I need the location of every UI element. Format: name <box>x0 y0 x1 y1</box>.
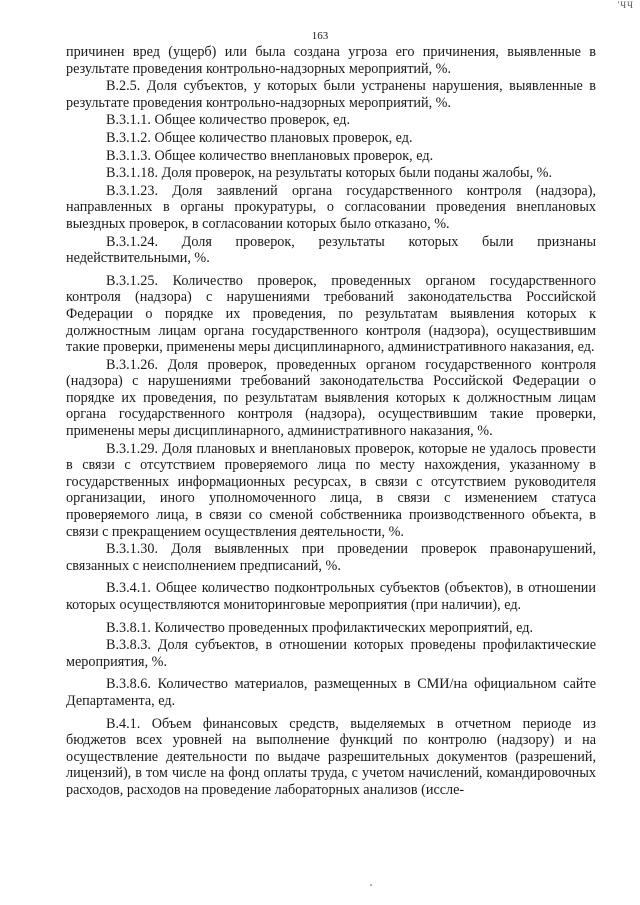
paragraph-b-3-4-1: В.3.4.1. Общее количество подконтрольных субъектов (объектов), в отношении которых осуществляются мониторинговые мероприятия (при наличии), ед. <box>66 580 596 613</box>
paragraph-b-3-1-18: В.3.1.18. Доля проверок, на результаты которых были поданы жалобы, %. <box>106 165 553 182</box>
paragraph-b-3-1-2: В.3.1.2. Общее количество плановых проверок, ед. <box>106 129 413 146</box>
paragraph-b-3-1-25: В.3.1.25. Количество проверок, проведенных органом государственного контроля (надзора) с нарушениями требований законодательства Российской Федерации о порядке их проведения, по результатам выявления которых к должностным лицам органа государственного контроля (надзора), осуществившим такие проверки, применены меры дисциплинарного, административного наказания, ед. <box>66 272 596 356</box>
paragraph-b-3-1-26: В.3.1.26. Доля проверок, проведенных органом государственного контроля (надзора) с нарушениями требований законодательства Российской Федерации о порядке их проведения, по результатам выявления которых к должностным лицам органа государственного контроля (надзора), осуществившим такие проверки, применены меры дисциплинарного, административного наказания, %. <box>66 356 596 440</box>
document-body <box>66 44 596 800</box>
paragraph-b-3-1-30: В.3.1.30. Доля выявленных при проведении проверок правонарушений, связанных с неисполнением предписаний, %. <box>66 541 596 574</box>
paragraph-b-4-1: В.4.1. Объем финансовых средств, выделяемых в отчетном периоде из бюджетов всех уровней на выполнение функций по контролю (надзору) и на осуществление деятельности по выдаче разрешительных документов (разрешений, лицензий), в том числе на фонд оплаты труда, с учетом начислений, командировочных расходов, расходов на проведение лабораторных анализов (иссле- <box>66 715 596 798</box>
paragraph-b-3-8-3: В.3.8.3. Доля субъектов, в отношении которых проведены профилактические мероприятия, %. <box>66 637 596 670</box>
scan-speck <box>370 884 372 886</box>
paragraph-continuation: причинен вред (ущерб) или была создана угроза его причинения, выявленные в результате проведения контрольно-надзорных мероприятий, %. <box>66 44 596 77</box>
paragraph-b-3-1-3: В.3.1.3. Общее количество внеплановых проверок, ед. <box>106 147 434 164</box>
paragraph-b-2-5: В.2.5. Доля субъектов, у которых были устранены нарушения, выявленные в результате проведения контрольно-надзорных мероприятий, %. <box>66 78 596 111</box>
paragraph-b-3-8-1: В.3.8.1. Количество проведенных профилактических мероприятий, ед. <box>106 619 533 636</box>
page-number: 163 <box>311 30 329 42</box>
paragraph-b-3-1-24: В.3.1.24. Доля проверок, результаты которых были признаны недействительными, %. <box>66 233 596 267</box>
paragraph-b-3-1-1: В.3.1.1. Общее количество проверок, ед. <box>106 112 351 129</box>
paragraph-b-3-1-23: В.3.1.23. Доля заявлений органа государственного контроля (надзора), направленных в органы прокуратуры, о согласовании проведения внеплановых выездных проверок, в согласовании которых было отказано, %. <box>66 182 596 232</box>
paragraph-b-3-8-6: В.3.8.6. Количество материалов, размещенных в СМИ/на официальном сайте Департамента, ед. <box>66 676 596 709</box>
corner-mark: 'ЧЧ <box>617 0 634 10</box>
paragraph-b-3-1-29: В.3.1.29. Доля плановых и внеплановых проверок, которые не удалось провести в связи с отсутствием проверяемого лица по месту нахождения, указанному в государственных информационных ресурсах, в связи с отсутствием руководителя организации, иного уполномоченного лица, в связи с изменением статуса проверяемого лица, в связи со сменой собственника производственного объекта, в связи с прекращением осуществления деятельности, %. <box>66 440 596 540</box>
